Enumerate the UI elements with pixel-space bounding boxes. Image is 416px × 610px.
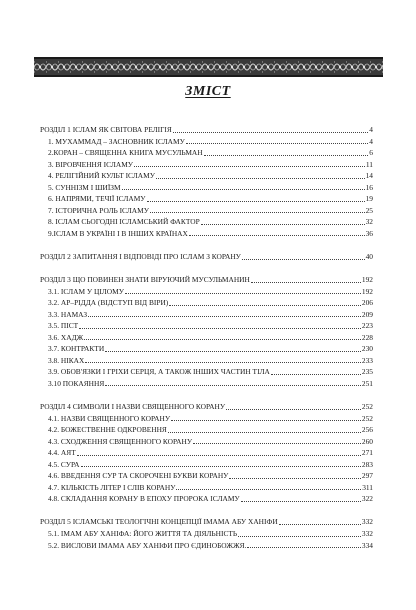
toc-entry-title: 3.9. ОБОВ'ЯЗКИ І ГРІХИ СЕРЦЯ, А ТАКОЖ ІНШИХ ЧАСТИН ТІЛА [48,367,270,377]
toc-entry-page-number: 192 [361,286,373,296]
toc-entry [40,447,373,459]
dot-leader [279,524,361,525]
section-heading [40,124,373,136]
section-heading-title: РОЗДІЛ 4 СИМВОЛИ І НАЗВИ СВЯЩЕННОГО КОРАНУ [40,401,226,411]
dot-leader [271,374,361,375]
toc-entry-title: 4.2. БОЖЕСТВЕННЕ ОДКРОВЕННЯ [48,425,167,435]
toc-entry-page-number: 271 [361,448,373,458]
toc-entry [40,366,373,378]
toc-entry-title: 5.2. ВИСЛОВИ ІМАМА АБУ ХАНІФИ ПРО ЄДИНОБОЖЖЯ. [48,540,247,550]
toc-section [40,124,373,239]
dot-leader [105,385,361,386]
toc-entry-page-number: 25 [365,205,373,215]
toc-entry-title: 5. СУННІЗМ І ШИЇЗМ [48,182,121,192]
section-heading-title: РОЗДІЛ 3 ЩО ПОВИНЕН ЗНАТИ ВІРУЮЧИЙ МУСУЛЬМАНИН [40,275,250,285]
toc-entry-page-number: 206 [361,298,373,308]
toc-entry [40,540,373,552]
toc-entry-page-number: 297 [361,471,373,481]
section-heading-page-number: 332 [361,517,373,527]
dot-leader [81,466,361,467]
toc-entry-title: 2.КОРАН – СВЯЩЕННА КНИГА МУСУЛЬМАН [48,148,203,158]
dot-leader [204,155,369,156]
dot-leader [173,132,369,133]
toc-section [40,274,373,389]
toc-entry-title: 3.1. ІСЛАМ У ЦІЛОМУ [48,286,124,296]
toc-entry-page-number: 252 [361,413,373,423]
toc-entry [40,159,373,171]
dot-leader [134,166,365,167]
toc-entry [40,413,373,425]
toc-entry [40,182,373,194]
toc-entry [40,193,373,205]
dot-leader [147,201,365,202]
toc-entry-page-number: 4 [369,136,373,146]
dot-leader [247,547,360,548]
dot-leader [88,316,361,317]
dot-leader [193,443,361,444]
dot-leader [105,351,361,352]
toc-entry-title: 3.7. КОНТРАКТИ [48,344,105,354]
toc-entry [40,170,373,182]
toc-section [40,251,373,263]
dot-leader [85,362,361,363]
toc-entry [40,528,373,540]
toc-entry-title: 4.6. ВВЕДЕННЯ СУР ТА СКОРОЧЕНІ БУКВИ КОРАНУ [48,471,229,481]
toc-entry-page-number: 311 [362,482,373,492]
toc-entry-title: 4.8. СКЛАДАННЯ КОРАНУ В ЕПОХУ ПРОРОКА ІСЛАМУ [48,494,240,504]
toc-entry-page-number: 11 [365,159,373,169]
toc-entry-page-number: 209 [361,309,373,319]
toc-entry [40,228,373,240]
toc-entry-title: 5.1. ІМАМ АБУ ХАНІФА: ЙОГО ЖИТТЯ ТА ДІЯЛЬНІСТЬ [48,528,238,538]
section-spacer [40,239,373,251]
section-spacer [40,263,373,275]
toc-entry-page-number: 256 [361,425,373,435]
toc-entry-title: 3.5. ПІСТ [48,321,79,331]
toc-entry-title: 3.2. АР–РІДДА (ВІДСТУП ВІД ВІРИ) [48,298,169,308]
dot-leader [122,189,365,190]
dot-leader [241,501,361,502]
page-title: ЗМІСТ [185,84,231,99]
toc-entry [40,482,373,494]
dot-leader [229,478,360,479]
toc-entry-page-number: 16 [365,182,373,192]
toc-entry-title: 3. ВІРОВЧЕННЯ ІСЛАМУ [48,159,134,169]
toc-entry-page-number: 223 [361,321,373,331]
toc-entry [40,216,373,228]
section-heading-page-number: 252 [361,401,373,411]
toc-entry-title: 1. МУХАММАД – ЗАСНОВНИК ІСЛАМУ [48,136,185,146]
toc-entry-title: 4.7. КІЛЬКІСТЬ ЛІТЕР І СЛІВ КОРАНУ [48,482,176,492]
section-heading-title: РОЗДІЛ 2 ЗАПИТАННЯ І ВІДПОВІДІ ПРО ІСЛАМ З КОРАНУ [40,251,241,261]
dot-leader [84,339,361,340]
dot-leader [150,212,365,213]
table-of-contents [40,124,373,551]
toc-entry-title: 4. РЕЛІГІЙНИЙ КУЛЬТ ІСЛАМУ [48,171,155,181]
dot-leader [125,293,361,294]
toc-entry-page-number: 230 [361,344,373,354]
dot-leader [168,432,361,433]
section-heading [40,251,373,263]
toc-entry-page-number: 228 [361,332,373,342]
section-heading-title: РОЗДІЛ 1 ІСЛАМ ЯК СВІТОВА РЕЛІГІЯ [40,125,172,134]
section-heading [40,516,373,528]
toc-entry-page-number: 283 [361,459,373,469]
toc-entry-page-number: 36 [365,228,373,238]
toc-entry [40,332,373,344]
toc-entry-page-number: 6 [369,148,373,158]
toc-entry [40,147,373,159]
toc-entry [40,355,373,367]
dot-leader [171,420,361,421]
toc-entry-title: 4.1. НАЗВИ СВЯЩЕННОГО КОРАНУ [48,413,171,423]
toc-entry [40,493,373,505]
dot-leader [77,455,361,456]
toc-entry [40,343,373,355]
dot-leader [251,282,361,283]
section-heading-title: РОЗДІЛ 5 ІСЛАМСЬКІ ТЕОЛОГІЧНІ КОНЦЕПЦІЇ ІМАМА АБУ ХАНІФИ [40,517,278,527]
toc-entry-page-number: 233 [361,355,373,365]
section-heading [40,401,373,413]
toc-entry-title: 3.8. НІКАХ [48,355,85,365]
toc-entry [40,378,373,390]
dot-leader [186,143,368,144]
dot-leader [79,328,361,329]
toc-entry [40,320,373,332]
toc-entry [40,205,373,217]
toc-entry [40,436,373,448]
toc-entry-page-number: 334 [361,540,373,550]
section-heading-page-number: 192 [361,275,373,285]
dot-leader [242,259,365,260]
toc-section [40,401,373,505]
section-spacer [40,505,373,517]
toc-entry-page-number: 32 [365,217,373,227]
toc-entry-page-number: 332 [361,528,373,538]
dot-leader [176,489,361,490]
toc-entry-title: 4.5. СУРА [48,459,80,469]
toc-entry-title: 3.10 ПОКАЯННЯ [48,378,105,388]
toc-entry-page-number: 235 [361,367,373,377]
toc-entry-page-number: 19 [365,194,373,204]
dot-leader [156,178,365,179]
dot-leader [189,235,365,236]
section-spacer [40,389,373,401]
toc-entry-page-number: 251 [361,378,373,388]
toc-entry [40,309,373,321]
toc-entry-title: 4.4. АЯТ [48,448,76,458]
dot-leader [226,409,361,410]
toc-section [40,516,373,551]
dot-leader [201,224,365,225]
section-heading-page-number: 40 [365,251,373,261]
toc-entry [40,459,373,471]
toc-entry-title: 9.ІСЛАМ В УКРАЇНІ І В ІНШИХ КРАЇНАХ [48,228,188,238]
toc-entry-title: 3.6. ХАДЖ [48,332,84,342]
toc-entry-title: 7. ІСТОРИЧНА РОЛЬ ІСЛАМУ [48,205,149,215]
section-heading-page-number: 4 [369,125,373,134]
toc-entry-title: 8. ІСЛАМ СЬОГОДНІ ІСЛАМСЬКИЙ ФАКТОР [48,217,200,227]
toc-entry-page-number: 322 [361,494,373,504]
toc-entry-title: 3.3. НАМАЗ [48,309,88,319]
toc-entry-page-number: 14 [365,171,373,181]
toc-entry-page-number: 260 [361,436,373,446]
decorative-ornament-banner [34,57,383,77]
dot-leader [238,536,361,537]
ornament-pattern [34,59,383,75]
toc-entry [40,136,373,148]
toc-entry [40,297,373,309]
toc-entry-title: 6. НАПРЯМИ, ТЕЧІЇ ІСЛАМУ [48,194,146,204]
toc-entry-title: 4.3. СХОДЖЕННЯ СВЯЩЕННОГО КОРАНУ [48,436,193,446]
toc-entry [40,286,373,298]
toc-entry [40,424,373,436]
section-heading [40,274,373,286]
toc-entry [40,470,373,482]
dot-leader [169,305,361,306]
